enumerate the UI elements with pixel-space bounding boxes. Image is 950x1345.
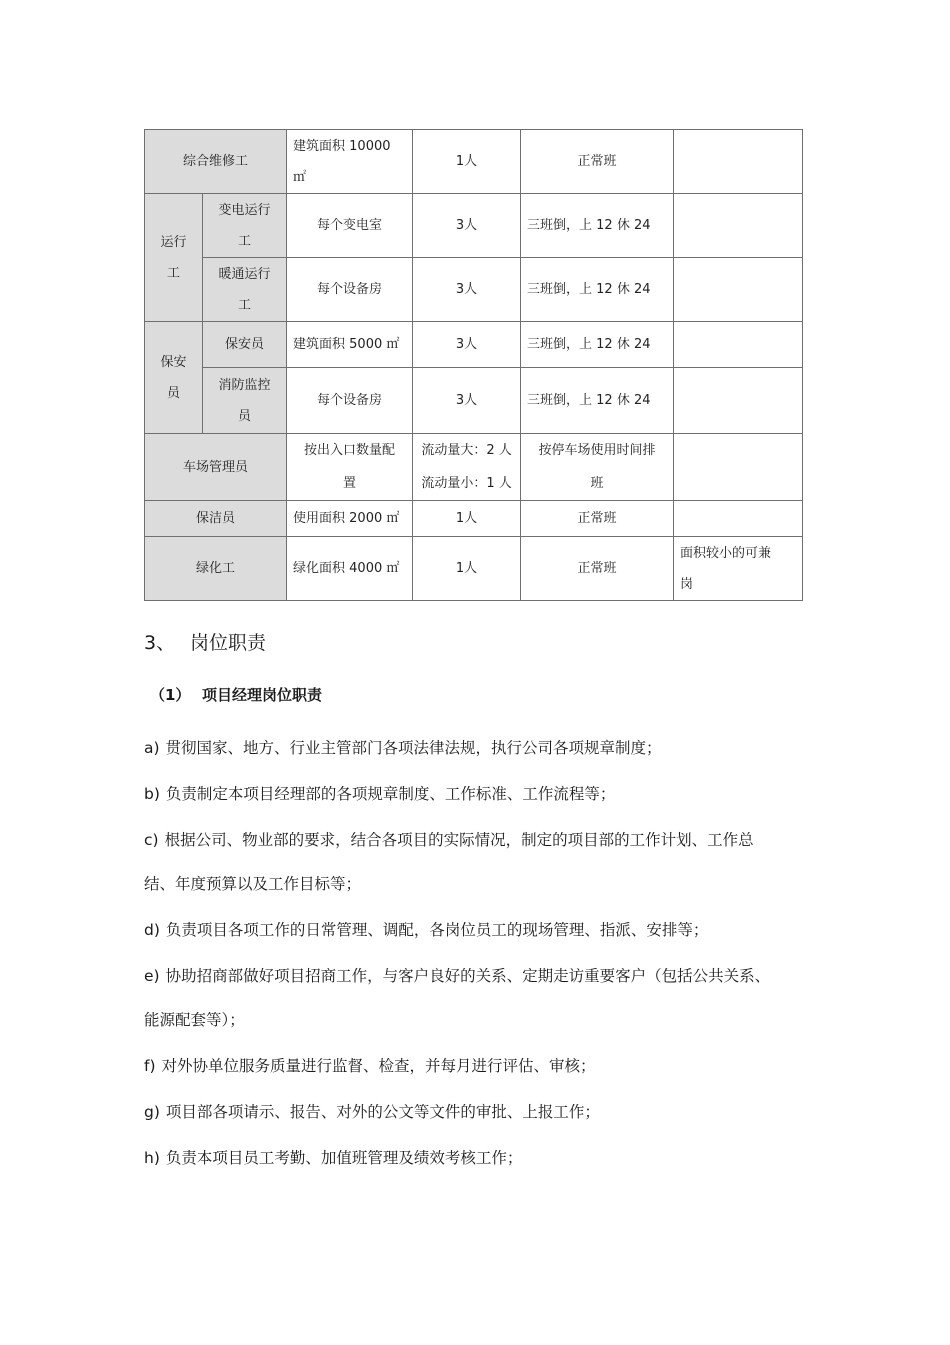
list-item: c) 根据公司、物业部的要求，结合各项目的实际情况，制定的项目部的工作计划、工作总结、年度预算以及工作目标等； — [144, 831, 754, 893]
shift-cell: 三班倒，上 12 休 24 — [521, 194, 674, 258]
role-cell: 保洁员 — [145, 501, 287, 537]
subsection-number: （1） — [150, 686, 191, 704]
shift-cell: 正常班 — [521, 537, 674, 601]
note-cell — [674, 130, 803, 194]
role-cell: 车场管理员 — [145, 434, 287, 501]
shift-cell: 正常班 — [521, 130, 674, 194]
table-row — [145, 194, 803, 258]
sub-role-cell: 保安员 — [203, 322, 287, 368]
note-cell: 面积较小的可兼 岗 — [674, 537, 803, 601]
count-cell: 流动量大：2 人 流动量小：1 人 — [413, 434, 521, 501]
note-cell — [674, 434, 803, 501]
list-item: a) 贯彻国家、地方、行业主管部门各项法律法规，执行公司各项规章制度； — [144, 739, 662, 757]
shift-cell: 三班倒，上 12 休 24 — [521, 258, 674, 322]
table-row — [145, 322, 803, 368]
shift-cell: 三班倒，上 12 休 24 — [521, 322, 674, 368]
list-item: g) 项目部各项请示、报告、对外的公文等文件的审批、上报工作； — [144, 1103, 600, 1121]
duty-list — [144, 726, 774, 1182]
table-row — [145, 501, 803, 537]
subsection-title: 项目经理岗位职责 — [202, 686, 323, 704]
role-cell: 绿化工 — [145, 537, 287, 601]
count-cell: 3人 — [413, 258, 521, 322]
note-cell — [674, 322, 803, 368]
count-cell: 1人 — [413, 537, 521, 601]
count-cell: 3人 — [413, 322, 521, 368]
table-row — [145, 537, 803, 601]
list-item: e) 协助招商部做好项目招商工作，与客户良好的关系、定期走访重要客户（包括公共关系、能源配套等）； — [144, 967, 771, 1029]
standard-cell: 绿化面积 4000 ㎡ — [287, 537, 413, 601]
list-item: b) 负责制定本项目经理部的各项规章制度、工作标准、工作流程等； — [144, 785, 616, 803]
sub-role-cell: 消防监控 员 — [203, 368, 287, 434]
section-title: 岗位职责 — [190, 632, 267, 654]
count-cell: 3人 — [413, 368, 521, 434]
standard-cell: 每个设备房 — [287, 258, 413, 322]
shift-cell: 按停车场使用时间排 班 — [521, 434, 674, 501]
group-cell: 运行 工 — [145, 194, 203, 322]
list-item: f) 对外协单位服务质量进行监督、检查，并每月进行评估、审核； — [144, 1057, 596, 1075]
standard-cell: 使用面积 2000 ㎡ — [287, 501, 413, 537]
section-number: 3、 — [144, 632, 176, 654]
group-cell: 保安 员 — [145, 322, 203, 434]
role-cell: 综合维修工 — [145, 130, 287, 194]
count-cell: 1人 — [413, 130, 521, 194]
section-heading — [144, 628, 266, 655]
table-row — [145, 130, 803, 194]
standard-cell: 按出入口数量配 置 — [287, 434, 413, 501]
standard-cell: 建筑面积 5000 ㎡ — [287, 322, 413, 368]
note-cell — [674, 194, 803, 258]
list-item: h) 负责本项目员工考勤、加值班管理及绩效考核工作； — [144, 1149, 523, 1167]
count-cell: 3人 — [413, 194, 521, 258]
table-row — [145, 368, 803, 434]
list-item: d) 负责项目各项工作的日常管理、调配，各岗位员工的现场管理、指派、安排等； — [144, 921, 709, 939]
note-cell — [674, 368, 803, 434]
count-cell: 1人 — [413, 501, 521, 537]
shift-cell: 正常班 — [521, 501, 674, 537]
standard-cell: 每个变电室 — [287, 194, 413, 258]
note-cell — [674, 501, 803, 537]
table-row — [145, 258, 803, 322]
sub-role-cell: 变电运行 工 — [203, 194, 287, 258]
staffing-table — [144, 129, 803, 601]
sub-role-cell: 暖通运行 工 — [203, 258, 287, 322]
shift-cell: 三班倒，上 12 休 24 — [521, 368, 674, 434]
standard-cell: 每个设备房 — [287, 368, 413, 434]
standard-cell: 建筑面积 10000 ㎡ — [287, 130, 413, 194]
table-row — [145, 434, 803, 501]
subsection-heading — [150, 684, 322, 705]
note-cell — [674, 258, 803, 322]
